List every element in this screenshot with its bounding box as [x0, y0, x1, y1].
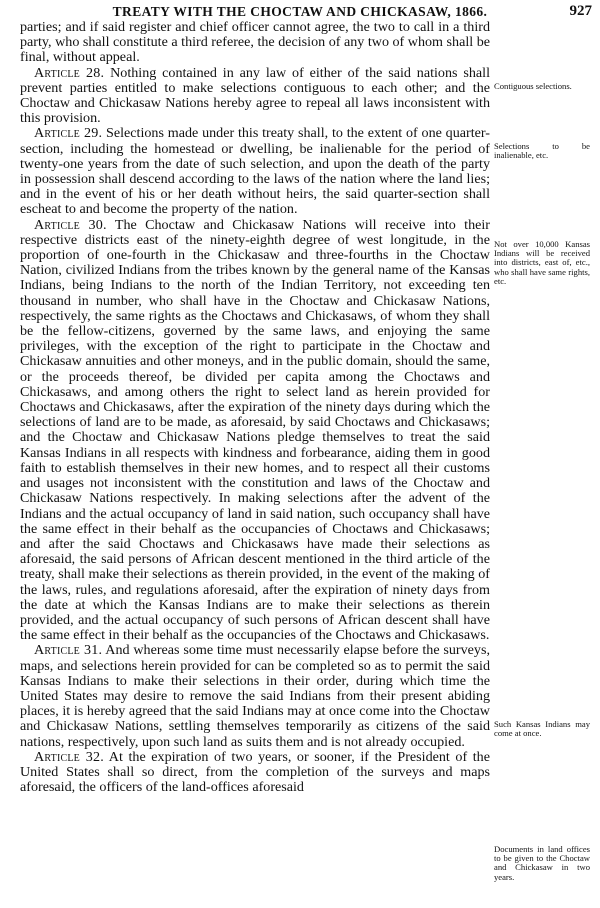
article-heading: Article 30.	[34, 216, 107, 233]
main-text	[20, 20, 490, 905]
paragraph-text: Nothing contained in any law of either of the said nations shall prevent parties entitled to make selections contiguous to each other; and the Choctaw and Chickasaw Nations hereby agree to repeal all laws inconsistent with this provision.	[20, 64, 490, 127]
article-30	[20, 218, 490, 644]
paragraph-text: At the expiration of two years, or sooner, if the President of the United States shall so direct, from the completion of the surveys and maps aforesaid, the officers of the land-offices aforesaid	[20, 748, 490, 796]
article-28	[20, 66, 490, 127]
paragraph-text: The Choctaw and Chickasaw Nations will receive into their respective districts east of the ninety-eighth degree of west longitude, in the proportion of one-fourth in the Chickasaw and three-fourths in the Choctaw Nation, civilized Indians from the tribes known by the general name of the Kansas Indians, being Indians to the north of the Indian Territory, not exceeding ten thousand in number, who shall have in the Choctaw and Chickasaw Nations, respectively, the same rights as the Choctaws and Chickasaws, of whom they shall be the fellow-citizens, governed by the same laws, and enjoying the same privileges, with the exception of the right to participate in the Choctaw and Chickasaw annuities and other moneys, and in the public domain, should the same, or the proceeds thereof, be divided per capita among the Choctaws and Chickasaws, and among others the right to select land as herein provided for Choctaws and Chickasaws, after the expiration of the ninety days during which the selections of land are to be made, as aforesaid, by said Choctaws and Chickasaws; and the Choctaw and Chickasaw Nations pledge themselves to treat the said Kansas Indians in all respects with kindness and forbearance, aiding them in good faith to establish themselves in their new homes, and to respect all their customs and usages not inconsistent with the constitution and laws of the Choctaw and Chickasaw Nations respectively. In making selections after the advent of the Indians and the actual occupancy of land in said nation, such occupancy shall have the same effect in their behalf as the occupancies of Choctaws and Chickasaws; and after the said Choctaws and Chickasaws have made their selections as aforesaid, the said persons of African descent mentioned in the third article of the treaty, shall make their selections as therein provided, in the event of the making of the laws, rules, and regulations aforesaid, after the expiration of ninety days from the date at which the Kansas Indians are to make their selections as therein provided, and the actual occupancy of such persons of African descent shall have the same effect in their behalf as the occupancies of the Choctaws and Chickasaws.	[20, 216, 490, 644]
paragraph-continuation	[20, 20, 490, 66]
page-title: TREATY WITH THE CHOCTAW AND CHICKASAW, 1866.	[112, 4, 488, 19]
article-heading: Article 32.	[34, 748, 104, 765]
margin-note-contiguous: Contiguous selections.	[494, 81, 572, 91]
article-heading: Article 31.	[34, 642, 103, 659]
margin-note-documents: Documents in land offices to be given to the Choctaw and Chickasaw in two years.	[494, 844, 590, 882]
article-31	[20, 643, 490, 749]
paragraph-text: Selections made under this treaty shall, to the extent of one quarter-section, including the homestead or dwelling, be inalienable for the period of twenty-one years from the date of such selection, and upon the death of the party in possession shall descend according to the laws of the nation where the land lies; and in the event of his or her death without heirs, the said quarter-section shall escheat to and become the property of the nation.	[20, 125, 490, 218]
article-32	[20, 750, 490, 796]
paragraph-text: And whereas some time must necessarily elapse before the surveys, maps, and selections herein provided for can be completed so as to permit the said Kansas Indians to make their selections in their order, during which time the United States may desire to remove the said Indians from their present abiding places, it is hereby agreed that the said Indians may at once come into the Choctaw and Chickasaw Nations, settling themselves temporarily as citizens of the said nations, respectively, upon such land as suits them and is not already occupied.	[20, 642, 490, 750]
article-heading: Article 29.	[34, 125, 103, 142]
paragraph-text: parties; and if said register and chief officer cannot agree, the two to call in a third party, who shall constitute a third referee, the decision of any two of whom shall be final, without appeal.	[20, 20, 490, 66]
page-number: 927	[569, 3, 592, 19]
article-29	[20, 126, 490, 217]
margin-note-come-at-once: Such Kansas Indians may come at once.	[494, 719, 590, 739]
article-heading: Article 28.	[34, 64, 105, 81]
margin-note-kansas-indians: Not over 10,000 Kansas Indians will be received into districts, east of, etc., who shall have same rights, etc.	[494, 239, 590, 286]
margin-note-inalienable: Selections to be inalienable, etc.	[494, 141, 590, 161]
